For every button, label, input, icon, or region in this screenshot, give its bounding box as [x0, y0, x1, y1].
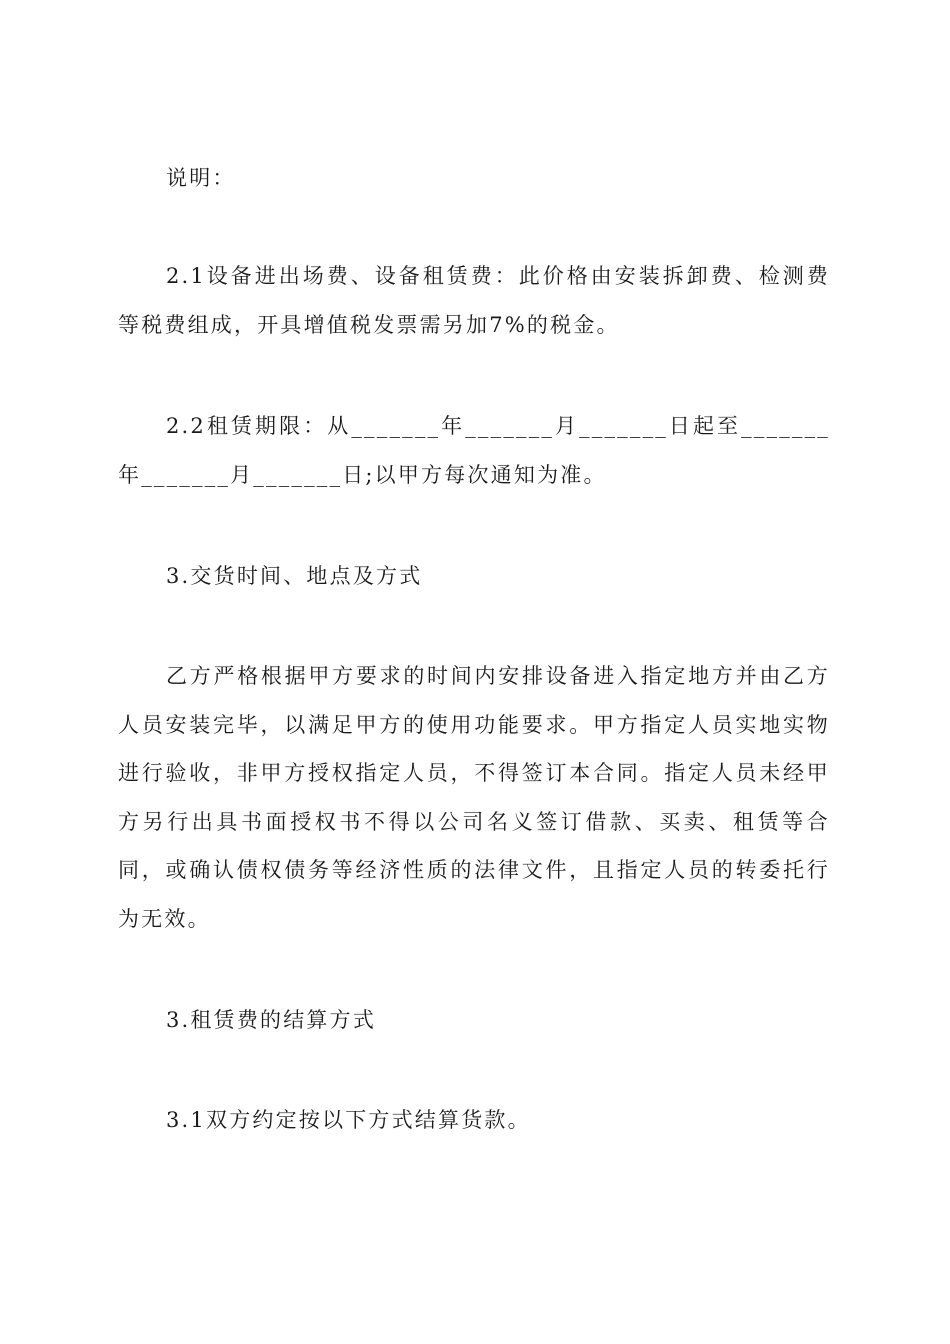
clause-2-1-fees: 2.1设备进出场费、设备租赁费：此价格由安装拆卸费、检测费等税费组成，开具增值税发票需另加7%的税金。 — [118, 264, 830, 337]
section-3-delivery-heading: 3.交货时间、地点及方式 — [166, 564, 423, 588]
note-heading: 说明： — [166, 166, 236, 190]
section-3-settlement-heading: 3.租赁费的结算方式 — [166, 1008, 377, 1032]
clause-2-2-lease-term: 2.2租赁期限：从_______年_______月_______日起至_______年_______月_______日;以甲方每次通知为准。 — [118, 414, 830, 487]
delivery-terms-paragraph: 乙方严格根据甲方要求的时间内安排设备进入指定地方并由乙方人员安装完毕，以满足甲方的使用功能要求。甲方指定人员实地实物进行验收，非甲方授权指定人员，不得签订本合同。指定人员未经甲方另行出具书面授权书不得以公司名义签订借款、买卖、租赁等合同，或确认债权债务等经济性质的法律文件，且指定人员的转委托行为无效。 — [118, 664, 830, 931]
clause-3-1-settlement: 3.1双方约定按以下方式结算货款。 — [166, 1108, 531, 1132]
